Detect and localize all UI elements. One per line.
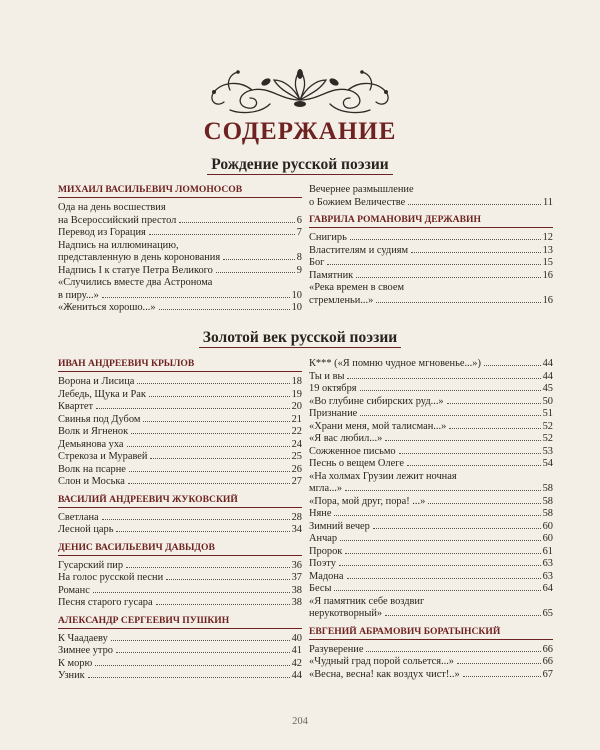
entry-page: 60 <box>542 533 553 544</box>
entry-list <box>309 358 553 621</box>
dot-leader <box>347 578 541 579</box>
entry-page: 38 <box>291 597 302 608</box>
entry-title: 19 октября <box>309 383 357 394</box>
entry-title: Песня старого гусара <box>58 597 153 608</box>
dot-leader <box>376 302 540 303</box>
entry-title: на Всероссийский престол <box>58 214 177 226</box>
entry-title: «Во глубине сибирских руд...» <box>309 395 444 407</box>
entry-list <box>58 376 302 489</box>
entry-page: 15 <box>542 257 553 268</box>
dot-leader <box>428 503 540 504</box>
entry-page: 58 <box>542 483 553 494</box>
toc-entry[interactable] <box>58 414 302 427</box>
toc-entry[interactable] <box>58 265 302 278</box>
entry-title-line: «Случились вместе два Астронома <box>58 277 213 288</box>
toc-entry[interactable] <box>58 597 302 610</box>
entry-title: Перевод из Горация <box>58 227 146 238</box>
entry-title: «Чудный град порой сольется...» <box>309 656 454 667</box>
toc-entry[interactable] <box>309 644 553 657</box>
dot-leader <box>102 519 290 520</box>
dot-leader <box>411 252 541 253</box>
dot-leader <box>447 403 541 404</box>
dot-leader <box>463 676 541 677</box>
entry-title: Сожженное письмо <box>309 445 396 457</box>
entry-title: К морю <box>58 657 93 669</box>
toc-entry[interactable] <box>309 546 553 559</box>
entry-title: Лесной царь <box>58 524 114 535</box>
entry-page: 12 <box>542 232 553 243</box>
entry-title-line: Вечернее размышление <box>309 184 414 195</box>
entry-page: 44 <box>542 358 553 369</box>
entry-page: 63 <box>542 570 553 582</box>
toc-column-left <box>58 358 302 683</box>
entry-title: стремленьи...» <box>309 294 374 306</box>
toc-entry[interactable] <box>58 633 302 646</box>
toc-entry[interactable] <box>58 512 302 525</box>
entry-title: Квартет <box>58 401 94 412</box>
entry-title: Пророк <box>309 545 343 557</box>
entry-title: «Пора, мой друг, пора! ...» <box>309 495 426 507</box>
toc-entry[interactable] <box>309 669 553 682</box>
toc-entry[interactable] <box>309 282 553 307</box>
entry-title: «Я вас любил...» <box>309 433 383 444</box>
entry-page: 24 <box>291 438 302 450</box>
entry-page: 54 <box>542 458 553 469</box>
entry-title: Няне <box>309 508 332 519</box>
dot-leader <box>385 440 540 441</box>
entry-title: К Чаадаеву <box>58 632 108 644</box>
toc-entry[interactable] <box>309 656 553 669</box>
entry-title: Светлана <box>58 511 99 523</box>
dot-leader <box>128 483 290 484</box>
entry-page: 66 <box>542 643 553 655</box>
dot-leader <box>327 264 540 265</box>
dot-leader <box>385 615 541 616</box>
entry-title: Узник <box>58 670 85 681</box>
entry-list <box>58 512 302 537</box>
author-heading: ВАСИЛИЙ АНДРЕЕВИЧ ЖУКОВСКИЙ <box>58 494 302 508</box>
dot-leader <box>88 677 290 678</box>
toc-column-left <box>58 184 302 315</box>
entry-title: Гусарский пир <box>58 559 124 571</box>
toc-entry[interactable] <box>58 426 302 439</box>
entry-page: 28 <box>291 511 302 523</box>
entry-title: Снигирь <box>309 232 347 243</box>
dot-leader <box>356 277 540 278</box>
entry-page: 61 <box>542 545 553 557</box>
dot-leader <box>126 567 290 568</box>
entry-page: 60 <box>542 520 553 532</box>
dot-leader <box>360 390 541 391</box>
entry-title: «Жениться хорошо...» <box>58 302 156 313</box>
entry-title: в пиру...» <box>58 289 99 301</box>
toc-entry[interactable] <box>58 670 302 683</box>
entry-page: 21 <box>291 413 302 425</box>
entry-page: 22 <box>291 426 302 437</box>
toc-column-right <box>309 184 553 307</box>
dot-leader <box>131 433 289 434</box>
dot-leader <box>149 234 295 235</box>
dot-leader <box>137 383 289 384</box>
toc-entry[interactable] <box>309 533 553 546</box>
dot-leader <box>407 465 541 466</box>
entry-title: Анчар <box>309 533 338 544</box>
entry-page: 51 <box>542 408 553 419</box>
dot-leader <box>111 640 290 641</box>
toc-entry[interactable] <box>58 476 302 489</box>
dot-leader <box>150 458 289 459</box>
entry-title: На голос русской песни <box>58 572 164 583</box>
entry-page: 11 <box>542 196 553 208</box>
entry-page: 67 <box>542 668 553 680</box>
toc-entry[interactable] <box>58 451 302 464</box>
entry-page: 45 <box>542 383 553 394</box>
entry-title: Надпись I к статуе Петра Великого <box>58 264 213 276</box>
dot-leader <box>96 408 290 409</box>
entry-title: Песнь о вещем Олеге <box>309 458 404 469</box>
entry-title-line: «На холмах Грузии лежит ночная <box>309 470 457 482</box>
dot-leader <box>116 531 289 532</box>
dot-leader <box>340 540 541 541</box>
toc-entry[interactable] <box>58 240 302 265</box>
entry-list <box>58 560 302 610</box>
toc-entry[interactable] <box>58 439 302 452</box>
entry-page: 10 <box>291 302 302 313</box>
entry-page: 36 <box>291 559 302 571</box>
entry-page: 8 <box>296 252 302 263</box>
entry-page: 9 <box>296 264 302 276</box>
toc-entry[interactable] <box>309 521 553 534</box>
entry-page: 63 <box>542 558 553 569</box>
entry-page: 38 <box>291 584 302 596</box>
entry-page: 64 <box>542 583 553 594</box>
entry-title-line: «Я памятник себе воздвиг <box>309 595 425 607</box>
toc-entry[interactable] <box>309 270 553 283</box>
toc-entry[interactable] <box>309 446 553 459</box>
entry-page: 58 <box>542 508 553 519</box>
entry-list <box>309 644 553 682</box>
toc-entry[interactable] <box>309 408 553 421</box>
entry-title: Зимнее утро <box>58 645 113 656</box>
entry-page: 34 <box>291 524 302 535</box>
entry-title: Волк на псарне <box>58 463 126 475</box>
dot-leader <box>159 309 290 310</box>
entry-title: Бесы <box>309 583 332 594</box>
entry-title: нерукотворный» <box>309 608 383 619</box>
dot-leader <box>457 663 541 664</box>
toc-entry[interactable] <box>309 558 553 571</box>
toc-entry[interactable] <box>58 585 302 598</box>
dot-leader <box>345 490 541 491</box>
entry-title: Ты и вы <box>309 370 345 382</box>
entry-title: Стрекоза и Муравей <box>58 451 148 462</box>
floral-ornament-icon <box>200 60 400 118</box>
entry-list <box>58 633 302 683</box>
entry-title: Ворона и Лисица <box>58 376 135 387</box>
dot-leader <box>345 553 540 554</box>
entry-page: 37 <box>291 572 302 583</box>
toc-entry[interactable] <box>58 464 302 477</box>
entry-title: Демьянова уха <box>58 438 124 450</box>
entry-title: К*** («Я помню чудное мгновенье...») <box>309 358 481 369</box>
toc-entry[interactable] <box>309 371 553 384</box>
entry-page: 65 <box>542 608 553 619</box>
toc-entry[interactable] <box>58 302 302 315</box>
entry-page: 19 <box>291 388 302 400</box>
entry-title: Мадона <box>309 570 344 582</box>
entry-title: о Божием Величестве <box>309 196 406 208</box>
entry-title: «Храни меня, мой талисман...» <box>309 420 447 432</box>
dot-leader <box>360 415 540 416</box>
entry-title: Бог <box>309 257 325 268</box>
entry-title: Разуверение <box>309 643 364 655</box>
dot-leader <box>102 297 290 298</box>
dot-leader <box>484 365 541 366</box>
entry-title: «Весна, весна! как воздух чист!..» <box>309 668 460 680</box>
author-heading: МИХАИЛ ВАСИЛЬЕВИЧ ЛОМОНОСОВ <box>58 184 302 198</box>
dot-leader <box>93 592 290 593</box>
toc-entry[interactable] <box>58 401 302 414</box>
toc-entry[interactable] <box>58 277 302 302</box>
dot-leader <box>408 204 541 205</box>
entry-title: Поэту <box>309 558 336 569</box>
toc-entry[interactable] <box>309 583 553 596</box>
entry-page: 41 <box>291 645 302 656</box>
entry-title: Памятник <box>309 269 354 281</box>
entry-page: 50 <box>542 395 553 407</box>
entry-page: 25 <box>291 451 302 462</box>
toc-entry[interactable] <box>309 358 553 371</box>
toc-entry[interactable] <box>58 658 302 671</box>
section-title-text: Золотой век русской поэзии <box>199 329 401 348</box>
entry-title: мгла...» <box>309 483 343 494</box>
author-heading: ГАВРИЛА РОМАНОВИЧ ДЕРЖАВИН <box>309 214 553 228</box>
entry-page: 13 <box>542 244 553 256</box>
dot-leader <box>366 651 540 652</box>
toc-entry[interactable] <box>58 376 302 389</box>
entry-title: Властителям и судиям <box>309 244 409 256</box>
entry-page: 44 <box>542 370 553 382</box>
author-heading: ИВАН АНДРЕЕВИЧ КРЫЛОВ <box>58 358 302 372</box>
toc-entry[interactable] <box>58 560 302 573</box>
dot-leader <box>399 453 541 454</box>
page-title: СОДЕРЖАНИЕ <box>203 118 397 145</box>
dot-leader <box>179 222 294 223</box>
toc-entry[interactable] <box>309 232 553 245</box>
entry-page: 27 <box>291 476 302 487</box>
entry-title-line: Ода на день восшествия <box>58 202 166 213</box>
entry-title: Свинья под Дубом <box>58 413 141 425</box>
entry-title: Слон и Моська <box>58 476 125 487</box>
toc-entry[interactable] <box>309 421 553 434</box>
section-title <box>0 329 600 347</box>
dot-leader <box>143 421 289 422</box>
toc-entry[interactable] <box>309 257 553 270</box>
toc-entry[interactable] <box>58 572 302 585</box>
toc-entry[interactable] <box>309 496 553 509</box>
entry-title: Волк и Ягненок <box>58 426 129 437</box>
entry-page: 44 <box>291 670 302 681</box>
toc-entry[interactable] <box>309 184 553 209</box>
section-title-text: Рождение русской поэзии <box>207 156 392 175</box>
page-number: 204 <box>292 716 308 727</box>
dot-leader <box>449 428 540 429</box>
entry-page: 58 <box>542 495 553 507</box>
entry-page: 16 <box>542 294 553 306</box>
entry-list <box>309 232 553 307</box>
toc-entry[interactable] <box>58 202 302 227</box>
entry-page: 52 <box>542 433 553 444</box>
toc-entry[interactable] <box>309 571 553 584</box>
toc-entry[interactable] <box>58 389 302 402</box>
entry-page: 10 <box>291 289 302 301</box>
dot-leader <box>95 665 289 666</box>
entry-page: 42 <box>291 657 302 669</box>
entry-title: представленную в день коронования <box>58 252 221 263</box>
toc-entry[interactable] <box>309 433 553 446</box>
toc-entry[interactable] <box>58 524 302 537</box>
entry-title: Признание <box>309 408 358 419</box>
toc-entry[interactable] <box>309 596 553 621</box>
toc-entry[interactable] <box>309 471 553 496</box>
dot-leader <box>373 528 541 529</box>
entry-title-line: Надпись на иллюминацию, <box>58 239 179 251</box>
toc-entry[interactable] <box>309 396 553 409</box>
dot-leader <box>334 590 540 591</box>
author-heading: ЕВГЕНИЙ АБРАМОВИЧ БОРАТЫНСКИЙ <box>309 626 553 640</box>
section-title <box>0 156 600 174</box>
entry-list <box>58 202 302 315</box>
dot-leader <box>166 579 289 580</box>
toc-entry[interactable] <box>309 383 553 396</box>
dot-leader <box>334 515 540 516</box>
dot-leader <box>127 446 290 447</box>
entry-page: 40 <box>291 632 302 644</box>
entry-page: 7 <box>296 227 302 238</box>
entry-title: Лебедь, Щука и Рак <box>58 388 146 400</box>
dot-leader <box>129 471 290 472</box>
entry-page: 20 <box>291 401 302 412</box>
entry-page: 26 <box>291 463 302 475</box>
dot-leader <box>216 272 295 273</box>
entry-title: Зимний вечер <box>309 520 370 532</box>
toc-column-right <box>309 358 553 681</box>
entry-page: 53 <box>542 445 553 457</box>
entry-title-line: «Река времен в своем <box>309 282 405 293</box>
entry-page: 6 <box>296 214 302 226</box>
dot-leader <box>116 652 290 653</box>
entry-page: 52 <box>542 420 553 432</box>
toc-entry[interactable] <box>58 645 302 658</box>
dot-leader <box>149 396 290 397</box>
toc-entry[interactable] <box>309 458 553 471</box>
entry-title: Романс <box>58 584 90 596</box>
entry-page: 66 <box>542 656 553 667</box>
dot-leader <box>339 565 541 566</box>
entry-page: 16 <box>542 269 553 281</box>
entry-list <box>309 184 553 209</box>
dot-leader <box>223 259 295 260</box>
entry-page: 18 <box>291 376 302 387</box>
toc-entry[interactable] <box>309 508 553 521</box>
toc-entry[interactable] <box>58 227 302 240</box>
author-heading: АЛЕКСАНДР СЕРГЕЕВИЧ ПУШКИН <box>58 615 302 629</box>
author-heading: ДЕНИС ВАСИЛЬЕВИЧ ДАВЫДОВ <box>58 542 302 556</box>
toc-entry[interactable] <box>309 245 553 258</box>
dot-leader <box>156 604 290 605</box>
dot-leader <box>347 378 540 379</box>
dot-leader <box>350 239 541 240</box>
